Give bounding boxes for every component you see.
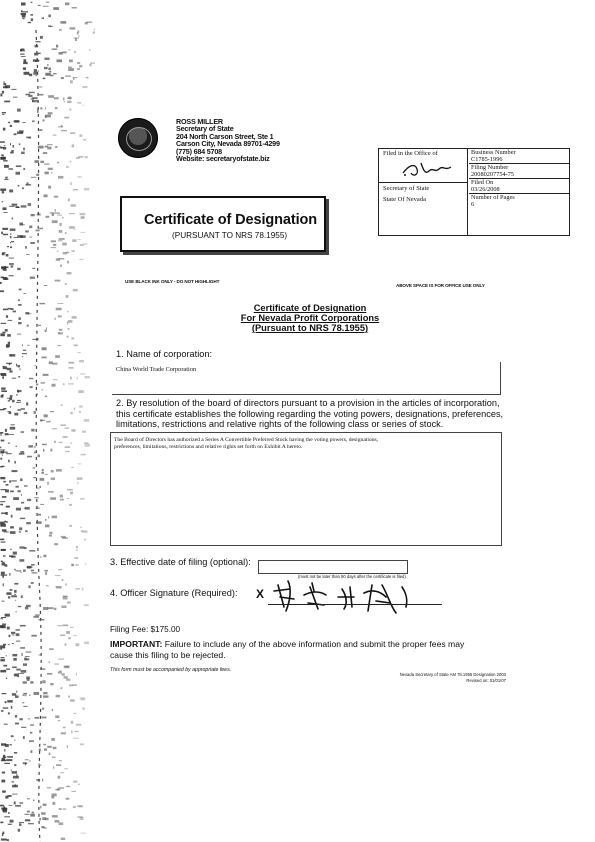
effective-date-field[interactable] — [258, 560, 408, 574]
item-4-label: 4. Officer Signature (Required): — [110, 588, 238, 598]
office-use-note: ABOVE SPACE IS FOR OFFICE USE ONLY — [396, 283, 485, 288]
filing-number-cell — [469, 164, 569, 179]
form-reference-line-2: Revised on: 01/01/07 — [466, 677, 506, 683]
secretary-of-state-label: Secretary of State — [383, 185, 430, 192]
item-2-line-2: this certificate establishes the following regarding the voting powers, designations, preferences, — [116, 408, 504, 419]
state-of-nevada-label: State Of Nevada — [383, 196, 426, 203]
heading-line-3: (Pursuant to NRS 78.1955) — [251, 323, 369, 333]
business-number-cell — [469, 149, 569, 164]
corporation-name-field[interactable] — [112, 362, 501, 395]
filing-number-label: Filing Number — [471, 164, 509, 171]
item-2-line-1: 2. By resolution of the board of directors pursuant to a provision in the articles of incorporation, — [116, 398, 500, 408]
stock-rights-line-1: The Board of Directors has authorized a Series A Convertible Preferred Stock having the voting powers, designations, — [114, 437, 379, 443]
important-line-1: Failure to include any of the above information and submit the proper fees may — [164, 639, 465, 649]
filed-on-value: 03/26/2008 — [471, 186, 500, 193]
filing-fee: Filing Fee: $175.00 — [110, 625, 181, 634]
phone: (775) 684 5708 — [176, 146, 222, 156]
filing-left-separator — [379, 182, 467, 183]
stock-rights-value — [114, 437, 378, 451]
secretary-address-block — [176, 118, 316, 162]
fees-note: This form must be accompanied by appropriate fees. — [110, 667, 232, 673]
item-3-label: 3. Effective date of filing (optional): — [110, 557, 251, 567]
business-number-label: Business Number — [471, 149, 516, 156]
form-heading — [230, 303, 390, 333]
important-line-2: cause this filing to be rejected. — [110, 649, 226, 660]
black-ink-note: USE BLACK INK ONLY - DO NOT HIGHLIGHT — [125, 279, 220, 284]
pages-label: Number of Pages — [471, 194, 515, 201]
clerk-signature-icon — [399, 159, 459, 181]
scan-edge-noise — [0, 0, 95, 842]
secretary-title: Secretary of State — [176, 124, 234, 134]
address-line-2: Carson City, Nevada 89701-4299 — [176, 139, 280, 149]
stock-rights-line-2: preferences, limitations, restrictions and relative rights set forth on Exhibit A hereto. — [114, 444, 303, 450]
seal-ring — [126, 127, 152, 151]
form-reference-line-1: Nevada Secretary of State AM 78.1955 Designation 2003 — [399, 672, 506, 677]
form-reference — [376, 672, 506, 683]
filing-number-value: 20080207754-75 — [471, 171, 515, 178]
item-2-line-3: limitations, restrictions and relative rights of the following class or series of stock. — [116, 419, 444, 429]
certificate-title-box — [120, 196, 326, 252]
signature-line — [268, 604, 442, 605]
pages-value: 6 — [471, 201, 475, 208]
filing-stamp-table — [378, 148, 570, 236]
item-1-label: 1. Name of corporation: — [116, 349, 213, 359]
filed-on-cell — [469, 179, 569, 194]
effective-date-hint: (must not be later than 90 days after the certificate is filed) — [298, 574, 406, 579]
important-notice — [110, 639, 464, 660]
pages-cell — [469, 194, 569, 209]
stock-rights-field[interactable] — [110, 432, 502, 546]
certificate-subtitle: (PURSUANT TO NRS 78.1955) — [172, 231, 288, 240]
address-line-1: 204 North Carson Street, Ste 1 — [176, 131, 274, 141]
filing-left-column — [379, 149, 468, 235]
heading-line-1: Certificate of Designation — [253, 303, 367, 313]
filed-in-label: Filed in the Office of — [383, 150, 438, 157]
heading-line-2: For Nevada Profit Corporations — [240, 313, 380, 323]
secretary-name: ROSS MILLER — [176, 117, 223, 126]
business-number-value: C1785-1996 — [471, 156, 503, 163]
corporation-name-value: China World Trade Corporation — [116, 366, 197, 373]
officer-signature-icon[interactable] — [268, 577, 448, 617]
important-label: IMPORTANT: — [110, 639, 163, 649]
certificate-title: Certificate of Designation — [144, 212, 318, 228]
website: Website: secretaryofstate.biz — [176, 154, 270, 164]
signature-x-mark: X — [256, 587, 265, 601]
filed-on-label: Filed On — [471, 179, 494, 186]
item-2-text — [116, 398, 516, 430]
